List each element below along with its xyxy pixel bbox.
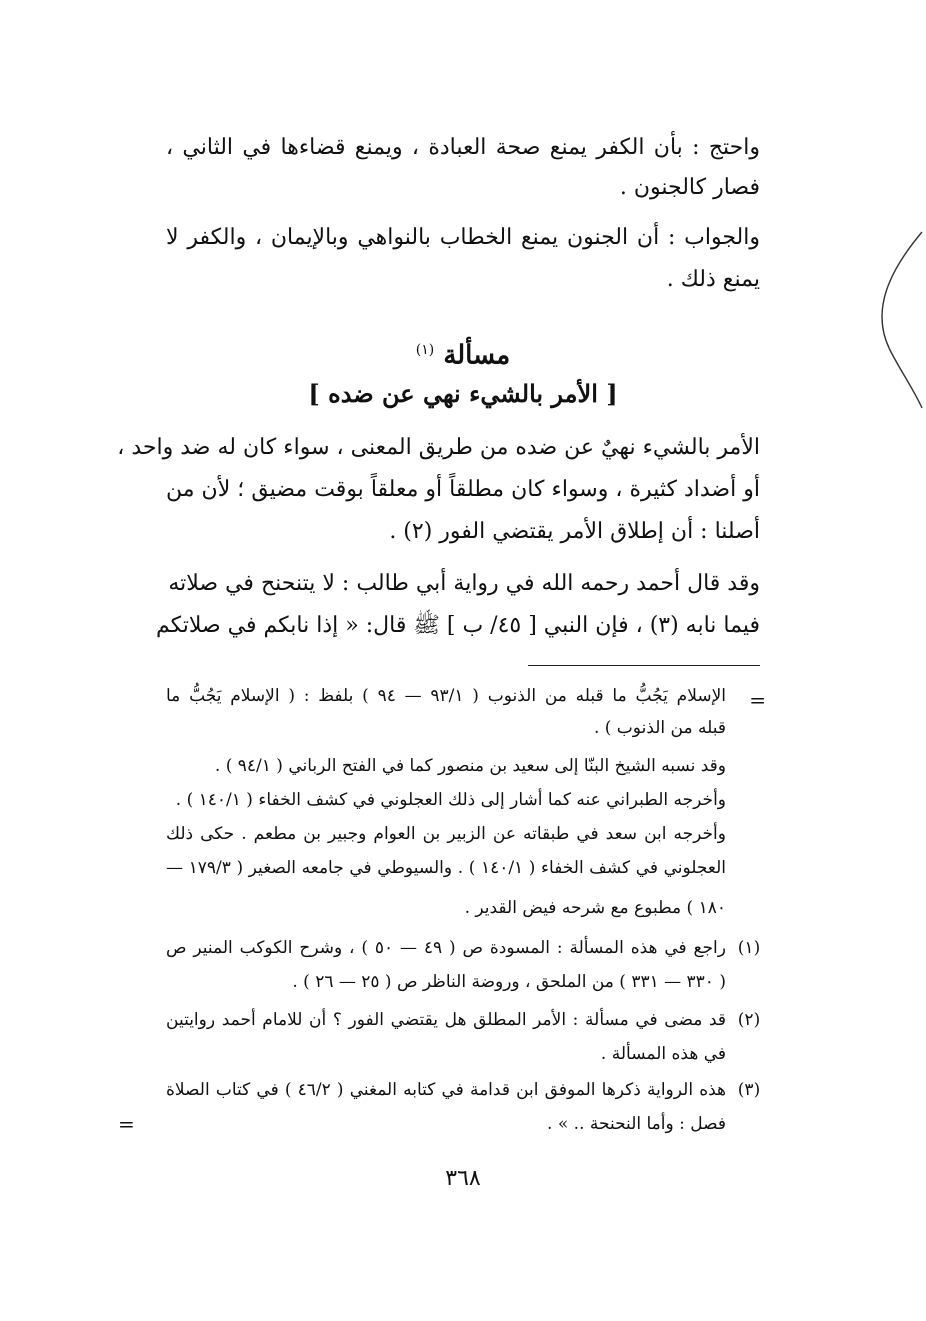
footnote-continuation-line-6: العجلوني في كشف الخفاء ( ١٤٠/١ ) . والسيوطي في جامعه الصغير ( ١٧٩/٣ — <box>166 858 726 878</box>
paragraph-3-line-3: أصلنا : أن إطلاق الأمر يقتضي الفور (٢) . <box>389 519 760 544</box>
section-subtitle: [ الأمر بالشيء نهي عن ضده ] <box>308 379 618 408</box>
footnote-continuation-line-2: قبله من الذنوب ) . <box>593 718 726 738</box>
footnote-continuation-line-1: الإسلام يَجُبُّ ما قبله من الذنوب ( ٩٣/١ — ٩٤ ) بلفظ : ( الإسلام يَجُبُّ ما <box>166 686 726 706</box>
paragraph-3-line-1: الأمر بالشيء نهيٌ عن ضده من طريق المعنى ، سواء كان له ضد واحد ، <box>117 435 760 460</box>
paragraph-2-line-1: والجواب : أن الجنون يمنع الخطاب بالنواهي وبالإيمان ، والكفر لا <box>166 225 760 250</box>
footnote-3-line-2: فصل : وأما النحنحة .. » . <box>547 1114 726 1134</box>
footnote-2-number: (٢) <box>737 1010 761 1030</box>
footnote-continuation-line-4: وأخرجه الطبراني عنه كما أشار إلى ذلك العجلوني في كشف الخفاء ( ١٤٠/١ ) . <box>175 790 726 810</box>
section-footnote-ref: (١) <box>415 342 435 358</box>
paragraph-3-line-2: أو أضداد كثيرة ، وسواء كان مطلقاً أو معلقاً بوقت مضيق ؛ لأن من <box>166 477 760 502</box>
footnote-continuation-marker: = <box>749 688 766 712</box>
footnote-3-continues-marker: = <box>118 1112 135 1136</box>
paragraph-4-line-1: وقد قال أحمد رحمه الله في رواية أبي طالب : لا يتنحنح في صلاته <box>168 571 760 596</box>
footnote-1-line-2: ( ٣٣٠ — ٣٣١ ) من الملحق ، وروضة الناظر ص ( ٢٥ — ٢٦ ) . <box>292 972 726 992</box>
footnote-1-line-1: راجع في هذه المسألة : المسودة ص ( ٤٩ — ٥٠ ) ، وشرح الكوكب المنير ص <box>166 938 726 958</box>
paragraph-1-line-1: واحتج : بأن الكفر يمنع صحة العبادة ، ويمنع قضاءها في الثاني ، <box>166 135 760 160</box>
page-number: ٣٦٨ <box>445 1166 481 1191</box>
footnote-3-number: (٣) <box>737 1080 761 1100</box>
footnote-continuation-line-5: وأخرجه ابن سعد في طبقاته عن الزبير بن العوام وجبير بن مطعم . حكى ذلك <box>166 824 726 844</box>
section-title: مسألة <box>443 340 511 371</box>
footnote-1-number: (١) <box>737 938 761 958</box>
footnote-2-line-1: قد مضى في مسألة : الأمر المطلق هل يقتضي الفور ؟ أن للامام أحمد روايتين <box>166 1010 726 1030</box>
footnote-3-line-1: هذه الرواية ذكرها الموفق ابن قدامة في كتابه المغني ( ٤٦/٢ ) في كتاب الصلاة <box>166 1080 726 1100</box>
paragraph-1-line-2: فصار كالجنون . <box>619 175 760 200</box>
paragraph-4-line-2: فيما نابه (٣) ، فإن النبي [ ٤٥/ ب ] ﷺ قال: « إذا نابكم في صلاتكم <box>155 613 760 638</box>
footnote-2-line-2: في هذه المسألة . <box>600 1044 726 1064</box>
paragraph-2-line-2: يمنع ذلك . <box>666 267 760 292</box>
footnote-continuation-line-7: ١٨٠ ) مطبوع مع شرحه فيض القدير . <box>464 898 726 918</box>
footnote-continuation-line-3: وقد نسبه الشيخ البنّا إلى سعيد بن منصور كما في الفتح الرباني ( ٩٤/١ ) . <box>214 756 726 776</box>
section-heading <box>0 330 926 376</box>
footnote-separator <box>528 665 760 666</box>
